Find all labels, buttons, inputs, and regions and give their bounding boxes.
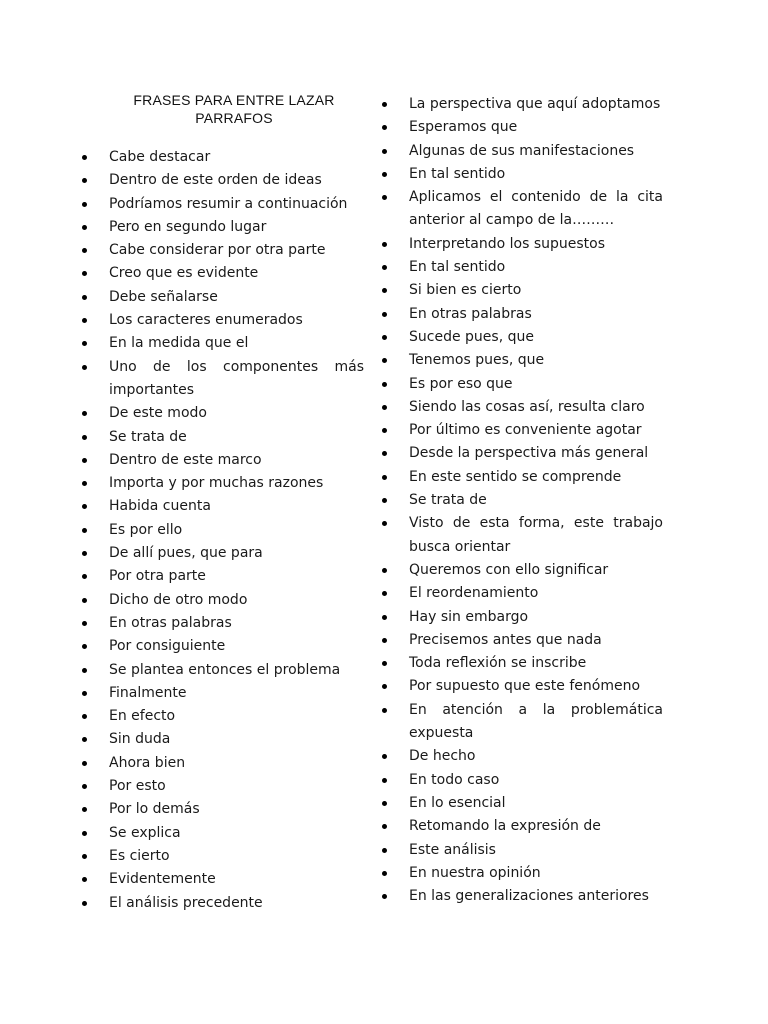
phrase-list-item (378, 792, 663, 815)
bullet-icon (82, 598, 87, 603)
phrase-list-item (378, 163, 663, 186)
phrase-text: Uno de los componentes más importantes (109, 358, 364, 398)
phrase-text: Por esto (109, 778, 166, 795)
phrase-text: Este análisis (409, 841, 496, 858)
bullet-icon (382, 801, 387, 806)
phrase-list-item (78, 495, 364, 518)
bullet-icon (82, 504, 87, 509)
phrase-list-item (378, 862, 663, 885)
bullet-icon (382, 428, 387, 433)
bullet-icon (82, 761, 87, 766)
bullet-icon (382, 684, 387, 689)
bullet-icon (82, 458, 87, 463)
bullet-icon (382, 451, 387, 456)
phrase-text: De hecho (409, 748, 476, 765)
phrase-text: Por supuesto que este fenómeno (409, 678, 641, 695)
phrase-list-item (378, 815, 663, 838)
phrase-list-item (78, 775, 364, 798)
phrase-text: Finalmente (109, 684, 187, 701)
bullet-icon (82, 714, 87, 719)
phrase-text: Retomando la expresión de (409, 818, 601, 835)
bullet-icon (382, 125, 387, 130)
phrase-list-item (378, 582, 663, 605)
bullet-icon (82, 901, 87, 906)
bullet-icon (82, 271, 87, 276)
phrase-list-item (378, 116, 663, 139)
phrase-list-item (78, 822, 364, 845)
phrase-list-item (78, 286, 364, 309)
phrase-list-item (378, 93, 663, 116)
phrase-list-item (378, 326, 663, 349)
bullet-icon (382, 195, 387, 200)
phrase-list-item (78, 892, 364, 915)
phrase-text: Es por ello (109, 521, 183, 538)
bullet-icon (82, 178, 87, 183)
phrase-text: Si bien es cierto (409, 282, 522, 299)
phrase-list-item (378, 256, 663, 279)
phrase-text: El reordenamiento (409, 585, 539, 602)
bullet-icon (382, 591, 387, 596)
phrase-list-item (78, 193, 364, 216)
phrase-list-item (378, 769, 663, 792)
bullet-icon (82, 435, 87, 440)
phrase-text: Habida cuenta (109, 498, 211, 515)
phrase-list-item (378, 373, 663, 396)
phrase-list-item (78, 426, 364, 449)
bullet-icon (82, 318, 87, 323)
phrase-list-item (78, 216, 364, 239)
phrase-text: Ahora bien (109, 754, 186, 771)
bullet-icon (382, 498, 387, 503)
phrase-text: Sin duda (109, 731, 171, 748)
bullet-icon (82, 365, 87, 370)
document-title (100, 91, 368, 127)
phrase-list-item (378, 303, 663, 326)
phrase-text: Interpretando los supuestos (409, 235, 606, 252)
phrase-text: Importa y por muchas razones (109, 475, 324, 492)
title-line-1: FRASES PARA ENTRE LAZAR (133, 92, 335, 108)
phrase-text: Es por eso que (409, 375, 513, 392)
phrase-text: Por lo demás (109, 801, 200, 818)
bullet-icon (82, 295, 87, 300)
bullet-icon (82, 644, 87, 649)
right-phrase-list (378, 93, 663, 908)
bullet-icon (382, 638, 387, 643)
phrase-text: Dicho de otro modo (109, 591, 248, 608)
phrase-list-item (78, 402, 364, 425)
phrase-text: Cabe considerar por otra parte (109, 242, 326, 259)
phrase-list-item (378, 489, 663, 512)
phrase-list-item (378, 512, 663, 559)
bullet-icon (382, 708, 387, 713)
phrase-text: Creo que es evidente (109, 265, 259, 282)
phrase-text: Algunas de sus manifestaciones (409, 142, 635, 159)
phrase-text: En tal sentido (409, 259, 506, 276)
bullet-icon (382, 265, 387, 270)
phrase-list-item (378, 559, 663, 582)
bullet-icon (382, 475, 387, 480)
phrase-text: En tal sentido (409, 165, 506, 182)
phrase-list-item (378, 839, 663, 862)
bullet-icon (382, 312, 387, 317)
phrase-list-item (378, 745, 663, 768)
phrase-text: Es cierto (109, 847, 170, 864)
phrase-list-item (78, 635, 364, 658)
bullet-icon (382, 382, 387, 387)
bullet-icon (82, 807, 87, 812)
phrase-text: De este modo (109, 405, 207, 422)
phrase-text: Aplicamos el contenido de la cita anterior al campo de la……… (409, 189, 663, 229)
phrase-text: En otras palabras (409, 305, 532, 322)
phrase-text: En este sentido se comprende (409, 468, 622, 485)
bullet-icon (82, 784, 87, 789)
phrase-list-item (78, 798, 364, 821)
phrase-list-item (378, 606, 663, 629)
phrase-list-item (78, 612, 364, 635)
phrase-text: De allí pues, que para (109, 545, 263, 562)
phrase-text: Por último es conveniente agotar (409, 422, 642, 439)
phrase-text: Por consiguiente (109, 638, 226, 655)
bullet-icon (382, 754, 387, 759)
bullet-icon (82, 668, 87, 673)
phrase-list-item (78, 659, 364, 682)
phrase-list-item (378, 396, 663, 419)
phrase-list-item (78, 332, 364, 355)
phrase-text: En otras palabras (109, 614, 232, 631)
phrase-list-item (78, 542, 364, 565)
phrase-list-item (378, 279, 663, 302)
bullet-icon (382, 335, 387, 340)
bullet-icon (382, 172, 387, 177)
phrase-text: En la medida que el (109, 335, 249, 352)
phrase-text: Se trata de (409, 492, 487, 509)
phrase-text: Se trata de (109, 428, 187, 445)
phrase-list-item (78, 239, 364, 262)
phrase-text: Visto de esta forma, este trabajo busca orientar (409, 515, 663, 555)
title-line-2: PARRAFOS (195, 110, 273, 126)
bullet-icon (82, 551, 87, 556)
bullet-icon (382, 242, 387, 247)
bullet-icon (382, 149, 387, 154)
phrase-text: Esperamos que (409, 119, 518, 136)
bullet-icon (382, 871, 387, 876)
left-phrase-list (78, 146, 364, 915)
phrase-list-item (378, 186, 663, 233)
phrase-list-item (78, 565, 364, 588)
phrase-text: Precisemos antes que nada (409, 631, 602, 648)
bullet-icon (82, 831, 87, 836)
bullet-icon (82, 854, 87, 859)
bullet-icon (82, 225, 87, 230)
phrase-list-item (378, 466, 663, 489)
bullet-icon (82, 621, 87, 626)
phrase-list-item (78, 519, 364, 542)
phrase-list-item (378, 699, 663, 746)
phrase-text: Desde la perspectiva más general (409, 445, 649, 462)
bullet-icon (82, 481, 87, 486)
bullet-icon (82, 574, 87, 579)
phrase-list-item (378, 419, 663, 442)
bullet-icon (382, 661, 387, 666)
phrase-list-item (378, 885, 663, 908)
phrase-text: Por otra parte (109, 568, 206, 585)
phrase-text: En efecto (109, 708, 176, 725)
phrase-list-item (78, 309, 364, 332)
phrase-list-item (378, 675, 663, 698)
phrase-text: Evidentemente (109, 871, 216, 888)
phrase-text: Podríamos resumir a continuación (109, 195, 348, 212)
phrase-text: En lo esencial (409, 794, 506, 811)
phrase-text: Los caracteres enumerados (109, 312, 303, 329)
bullet-icon (82, 248, 87, 253)
bullet-icon (382, 568, 387, 573)
bullet-icon (382, 288, 387, 293)
bullet-icon (382, 358, 387, 363)
phrase-text: Cabe destacar (109, 149, 211, 165)
bullet-icon (382, 102, 387, 107)
phrase-list-item (378, 140, 663, 163)
bullet-icon (82, 202, 87, 207)
phrase-text: Toda reflexión se inscribe (409, 655, 587, 672)
bullet-icon (382, 615, 387, 620)
bullet-icon (82, 411, 87, 416)
bullet-icon (82, 528, 87, 533)
phrase-text: Pero en segundo lugar (109, 218, 267, 235)
phrase-text: Se explica (109, 824, 181, 841)
phrase-text: Debe señalarse (109, 288, 218, 305)
phrase-text: La perspectiva que aquí adoptamos (409, 96, 661, 112)
phrase-text: Dentro de este marco (109, 451, 262, 468)
phrase-list-item (78, 449, 364, 472)
phrase-list-item (378, 629, 663, 652)
phrase-text: Queremos con ello significar (409, 561, 609, 578)
phrase-text: En atención a la problemática expuesta (409, 701, 663, 742)
phrase-list-item (78, 146, 364, 169)
bullet-icon (82, 155, 87, 160)
phrase-list-item (78, 262, 364, 285)
phrase-list-item (378, 652, 663, 675)
bullet-icon (382, 824, 387, 829)
bullet-icon (382, 521, 387, 526)
phrase-text: El análisis precedente (109, 894, 263, 911)
phrase-list-item (78, 845, 364, 868)
bullet-icon (82, 341, 87, 346)
bullet-icon (382, 778, 387, 783)
phrase-text: Se plantea entonces el problema (109, 661, 341, 678)
phrase-text: Siendo las cosas así, resulta claro (409, 398, 645, 415)
phrase-list-item (78, 705, 364, 728)
bullet-icon (82, 737, 87, 742)
bullet-icon (382, 405, 387, 410)
phrase-list-item (378, 233, 663, 256)
phrase-text: En todo caso (409, 771, 500, 788)
phrase-list-item (78, 868, 364, 891)
phrase-list-item (378, 349, 663, 372)
phrase-list-item (78, 169, 364, 192)
phrase-text: Hay sin embargo (409, 608, 529, 625)
phrase-list-item (78, 472, 364, 495)
phrase-list-item (78, 356, 364, 403)
phrase-list-item (78, 752, 364, 775)
phrase-list-item (78, 589, 364, 612)
bullet-icon (382, 894, 387, 899)
phrase-text: Tenemos pues, que (409, 352, 545, 369)
bullet-icon (82, 877, 87, 882)
bullet-icon (82, 691, 87, 696)
phrase-text: Dentro de este orden de ideas (109, 172, 322, 189)
phrase-text: En las generalizaciones anteriores (409, 888, 649, 905)
phrase-list-item (378, 442, 663, 465)
bullet-icon (382, 848, 387, 853)
phrase-text: En nuestra opinión (409, 864, 541, 881)
phrase-list-item (78, 682, 364, 705)
phrase-text: Sucede pues, que (409, 328, 534, 345)
phrase-list-item (78, 728, 364, 751)
